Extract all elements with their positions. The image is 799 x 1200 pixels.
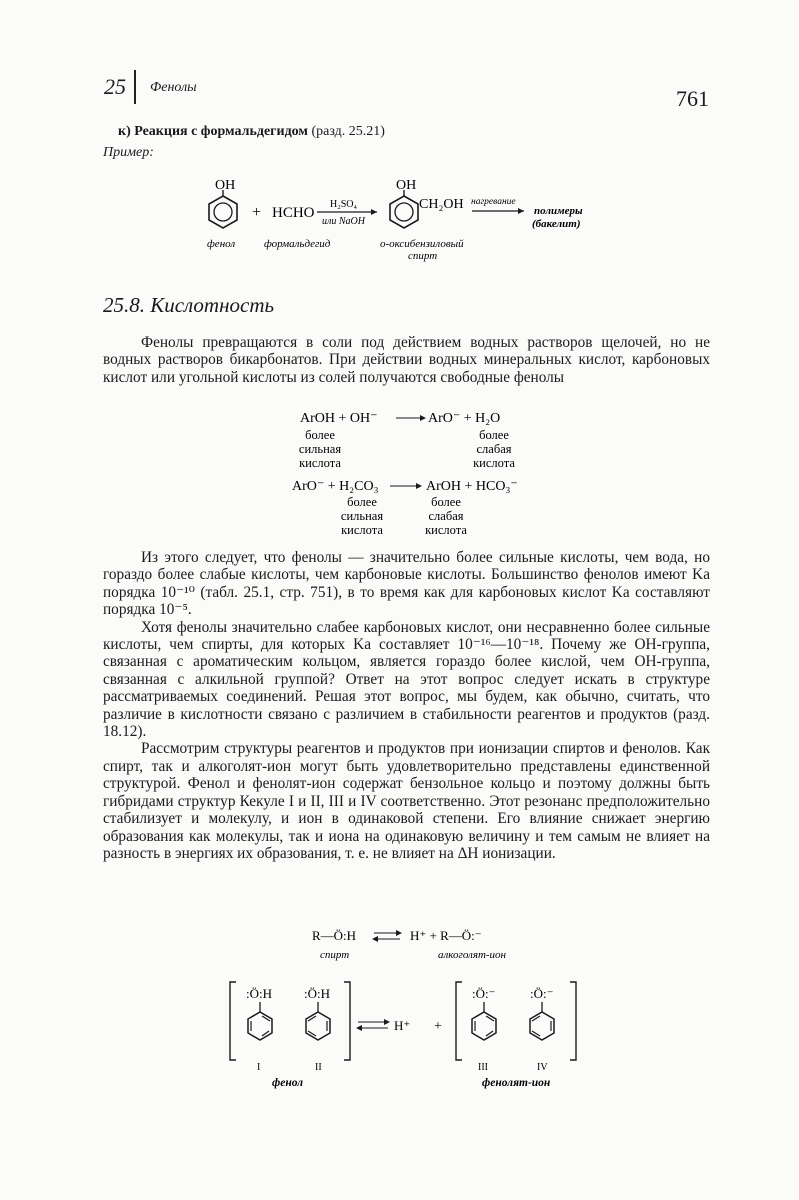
header-divider	[134, 70, 136, 104]
label-phenol-bottom: фенол	[272, 1077, 304, 1089]
eq2-label-right-0: более	[431, 495, 461, 509]
reaction-arrowhead-1	[371, 209, 377, 215]
ch2oh-group: CH₂OH	[419, 197, 464, 212]
h-plus: H⁺	[394, 1018, 411, 1033]
formaldehyde-reaction-scheme	[190, 176, 620, 266]
alcohol-arrowhead-back	[372, 936, 378, 942]
chapter-number: 25	[104, 74, 126, 99]
alcohol-arrowhead-forward	[396, 930, 402, 936]
eq2-arrowhead	[416, 483, 422, 489]
eq1-right: ArO⁻ + H₂O	[428, 411, 501, 426]
example-label: Пример:	[103, 145, 154, 160]
structure-3-o: :Ö:⁻	[472, 986, 496, 1001]
reaction-k-ref: (разд. 25.21)	[311, 124, 385, 139]
eq2-left: ArO⁻ + H₂CO₃	[292, 479, 379, 494]
acid-base-equilibria	[280, 406, 540, 542]
label-phenol: фенол	[207, 238, 236, 250]
bracket-phenolate-close	[570, 982, 576, 1060]
roman-3: III	[478, 1062, 488, 1073]
phenol-ionization	[220, 976, 590, 1096]
structure-4-o: :Ö:⁻	[530, 986, 554, 1001]
roman-2: II	[315, 1062, 322, 1073]
paragraph-1-text: Фенолы превращаются в соли под действием водных растворов щелочей, но не водных растворов бикарбонатов. При действии водных минеральных кислот, карбоновых кислот или угольной кислоты из солей получаются свободные фенолы	[103, 334, 710, 386]
eq1-arrowhead	[420, 415, 426, 421]
roman-4: IV	[537, 1062, 548, 1073]
body-paragraphs	[103, 549, 710, 862]
eq2-label-left-1: сильная	[340, 509, 384, 523]
kekule-ring-3	[472, 1002, 496, 1040]
phenol-oh: OH	[215, 178, 236, 193]
eq1-left: ArOH + OH⁻	[300, 411, 378, 426]
paragraph-4: Рассмотрим структуры реагентов и продуктов при ионизации спиртов и фенолов. Как спирт, так и алкоголят-ион могут быть удовлетворительно представлены единственной структурой. Фенол и фенолят-ион содержат бензольное кольцо и поэтому должны быть гибридами структур Кекуле I и II, III и IV соответственно. Этот резонанс предположительно стабилизует и молекулу, и ион в одинаковой степени. Его влияние снижает энергию образования как молекулы, так и иона на одинаковую величину и тем самым не влияет на разность в энергиях их образования, т. е. не влияет на ΔH ионизации.	[103, 740, 710, 862]
bracket-phenol-open	[230, 982, 236, 1060]
bracket-phenolate-open	[456, 982, 462, 1060]
reaction-k-title-bold: к) Реакция с формальдегидом	[118, 124, 308, 139]
eq2-label-right-1: слабая	[428, 509, 464, 523]
label-alkoxide: алкоголят-ион	[438, 949, 507, 961]
roman-1: I	[257, 1062, 261, 1073]
bracket-phenol-close	[344, 982, 350, 1060]
page-number: 761	[676, 86, 709, 111]
kekule-ring-1	[248, 1002, 272, 1040]
label-hydroxybenzyl-2: спирт	[408, 250, 438, 262]
eq1-label-left-2: кислота	[299, 456, 341, 470]
product-polymers: полимеры	[534, 205, 583, 217]
plus-sign: +	[252, 204, 262, 221]
catalyst-top: H₂SO₄	[330, 199, 357, 210]
section-title: 25.8. Кислотность	[103, 293, 275, 317]
heating-label: нагревание	[471, 197, 516, 207]
reaction-k-title	[118, 124, 385, 140]
phenol-arrowhead-back	[356, 1025, 362, 1031]
alcohol-ionization	[300, 926, 540, 966]
kekule-ring-4	[530, 1002, 554, 1040]
alcohol-left: R—Ö:H	[312, 928, 357, 943]
alcohol-right: H⁺ + R—Ö:⁻	[410, 928, 482, 943]
eq1-label-left-1: сильная	[298, 442, 342, 456]
label-formaldehyde: формальдегид	[264, 238, 331, 250]
paragraph-3: Хотя фенолы значительно слабее карбоновых кислот, они несравненно более сильные кислоты, чем спирты, для которых Ka составляет 10⁻¹⁶—10⁻¹⁸. Почему же OH-группа, связанная с ароматическим кольцом, является гораздо более кислой, чем OH-группа, связанная с алкильной группой? Ответ на этот вопрос следует искать в структуре рассматриваемых соединений. Решая этот вопрос, мы будем, как обычно, считать, что различие в кислотности связано с различием в стабильности реагентов и продуктов (разд. 18.12).	[103, 618, 710, 741]
label-hydroxybenzyl-1: о-оксибензиловый	[380, 238, 464, 250]
product-bakelite: (бакелит)	[532, 218, 581, 230]
hcho-formula: HCHO	[272, 205, 315, 221]
eq2-label-right-2: кислота	[425, 523, 467, 537]
paragraph-1	[103, 334, 710, 386]
eq2-label-left-0: более	[347, 495, 377, 509]
paragraph-2: Из этого следует, что фенолы — значительно более сильные кислоты, чем вода, но гораздо более слабые кислоты, чем карбоновые кислоты. Большинство фенолов имеют Ka порядка 10⁻¹⁰ (табл. 25.1, стр. 751), в то время как для карбоновых кислот Ka составляют порядка 10⁻⁵.	[103, 549, 710, 619]
structure-2-oh: :Ö:H	[304, 986, 330, 1001]
hydroxybenzyl-ring	[390, 190, 418, 228]
phenol-arrowhead-forward	[384, 1019, 390, 1025]
eq1-label-right-0: более	[479, 428, 509, 442]
phenol-ring	[209, 190, 237, 228]
label-alcohol: спирт	[320, 949, 350, 961]
label-phenolate: фенолят-ион	[482, 1077, 551, 1089]
chapter-title: Фенолы	[150, 80, 197, 95]
eq1-label-right-2: кислота	[473, 456, 515, 470]
eq1-label-left-0: более	[305, 428, 335, 442]
kekule-ring-2	[306, 1002, 330, 1040]
reaction-arrowhead-2	[518, 208, 524, 214]
structure-1-oh: :Ö:H	[246, 986, 272, 1001]
eq1-label-right-1: слабая	[476, 442, 512, 456]
eq2-label-left-2: кислота	[341, 523, 383, 537]
alcohol-oh: OH	[396, 178, 417, 193]
phenol-plus: +	[434, 1019, 442, 1034]
catalyst-bottom: или NaOH	[322, 216, 365, 227]
eq2-right: ArOH + HCO₃⁻	[426, 479, 518, 494]
